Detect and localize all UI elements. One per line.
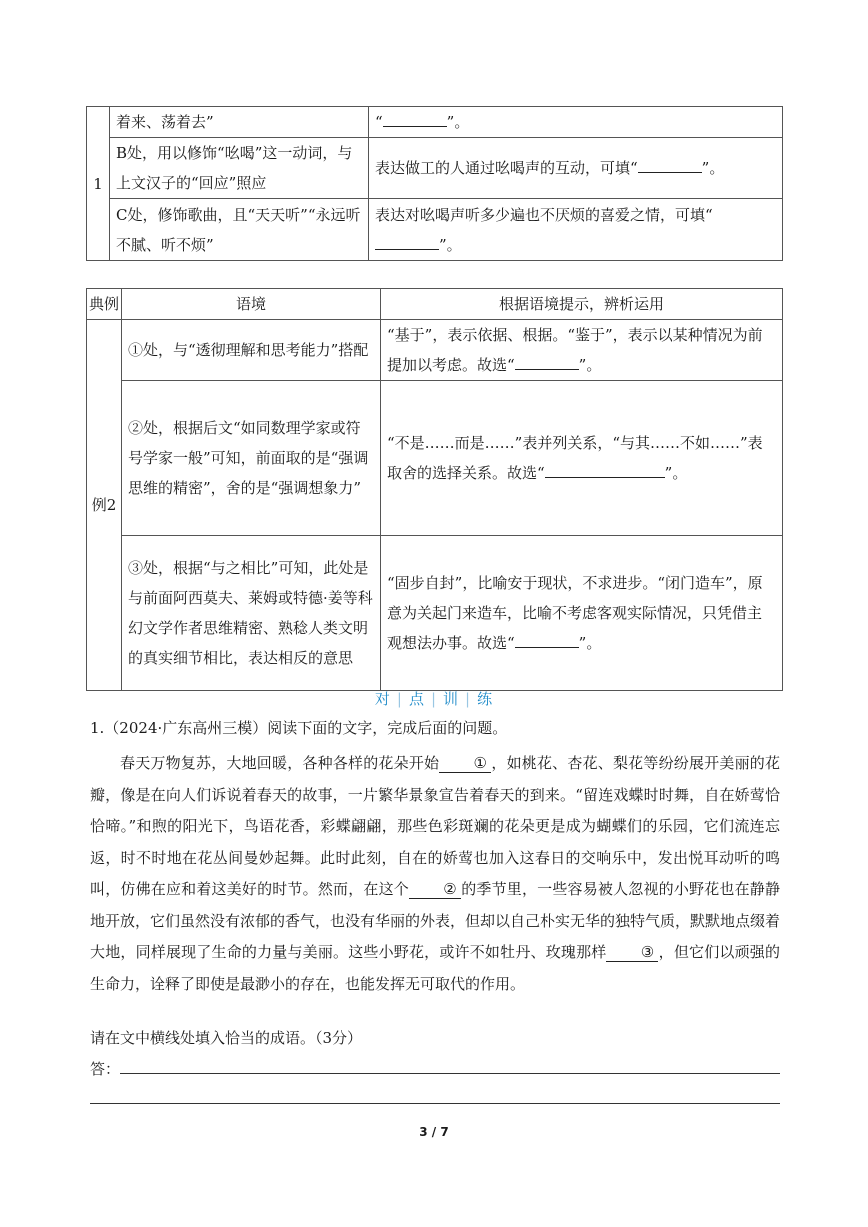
context-cell: ①处，与“透彻理解和思考能力”搭配 <box>122 320 381 381</box>
answer-cell: “不是……而是……”表并列关系，“与其……不如……”表取舍的选择关系。故选“ ”。 <box>381 381 783 536</box>
header-analysis: 根据语境提示，辨析运用 <box>381 289 783 320</box>
header-example: 典例 <box>87 289 122 320</box>
table-row <box>87 381 783 536</box>
context-cell: C处，修饰歌曲，且“天天听”“永远听不腻、听不烦” <box>110 199 369 261</box>
table-word-choice-1 <box>86 106 783 261</box>
answer-cell: “ ”。 <box>369 107 783 138</box>
row-number: 1 <box>87 107 110 261</box>
section-title: 对 | 点 | 训 | 练 <box>374 690 494 708</box>
page-number: 3 / 7 <box>419 1125 449 1139</box>
fill-blank <box>383 112 447 127</box>
answer-label: 答： <box>90 1060 121 1078</box>
blank-1: ① <box>439 754 491 773</box>
table-row <box>87 536 783 691</box>
answer-cell: 表达对吆喝声听多少遍也不厌烦的喜爱之情，可填“”。 <box>369 199 783 261</box>
blank-2: ② <box>409 880 461 899</box>
table-row <box>87 320 783 381</box>
answer-cell: “基于”，表示依据、根据。“鉴于”，表示以某种情况为前提加以考虑。故选“ ”。 <box>381 320 783 381</box>
context-cell: ③处，根据“与之相比”可知，此处是与前面阿西莫夫、莱姆或特德·姜等科幻文学作者思维精密、熟稔人类文明的真实细节相比，表达相反的意思 <box>122 536 381 691</box>
fill-blank <box>375 235 439 250</box>
context-cell: 着来、荡着去” <box>110 107 369 138</box>
question-heading: 1.（2024·广东高州三模）阅读下面的文字，完成后面的问题。 <box>90 719 508 737</box>
answer-line[interactable] <box>90 1103 780 1104</box>
context-cell: B处，用以修饰“吆喝”这一动词，与上文汉子的“回应”照应 <box>110 138 369 199</box>
reading-passage: 春天万物复苏，大地回暖，各种各样的花朵开始 ① ，如桃花、杏花、梨花等纷纷展开美丽的花瓣，像是在向人们诉说着春天的故事，一片繁华景象宣告着春天的到来。“留连戏蝶时时舞，自在娇莺恰恰啼。”和煦的阳光下，鸟语花香，彩蝶翩翩，那些色彩斑斓的花朵更是成为蝴蝶们的乐园，它们流连忘返，时不时地在花丛间曼妙起舞。此时此刻，自在的娇莺也加入这春日的交响乐中，发出悦耳动听的鸣叫，仿佛在应和着这美好的时节。然而，在这个 ② 的季节里，一些容易被人忽视的小野花也在静静地开放，它们虽然没有浓郁的香气，也没有华丽的外表，但却以自己朴实无华的独特气质，默默地点缀着大地，同样展现了生命的力量与美丽。这些小野花，或许不如牡丹、玫瑰那样 ③ ，但它们以顽强的生命力，诠释了即使是最渺小的存在，也能发挥无可取代的作用。 <box>90 754 781 993</box>
answer-cell: 表达做工的人通过吆喝声的互动，可填“ ”。 <box>369 138 783 199</box>
example-label: 例2 <box>87 320 122 691</box>
context-cell: ②处，根据后文“如同数理学家或符号学家一般”可知，前面取的是“强调思维的精密”，舍的是“强调想象力” <box>122 381 381 536</box>
fill-blank <box>638 158 702 173</box>
question-instruction: 请在文中横线处填入恰当的成语。（3分） <box>90 1029 363 1047</box>
fill-blank <box>515 633 579 648</box>
answer-line[interactable] <box>120 1073 780 1074</box>
table-row <box>87 107 783 138</box>
fill-blank <box>515 355 579 370</box>
table-row <box>87 199 783 261</box>
table-header-row <box>87 289 783 320</box>
blank-3: ③ <box>606 943 658 962</box>
answer-cell: “固步自封”，比喻安于现状，不求进步。“闭门造车”，原意为关起门来造车，比喻不考虑客观实际情况，只凭借主观想法办事。故选“ ”。 <box>381 536 783 691</box>
fill-blank <box>545 463 665 478</box>
header-context: 语境 <box>122 289 381 320</box>
table-row <box>87 138 783 199</box>
table-word-choice-2 <box>86 288 783 691</box>
